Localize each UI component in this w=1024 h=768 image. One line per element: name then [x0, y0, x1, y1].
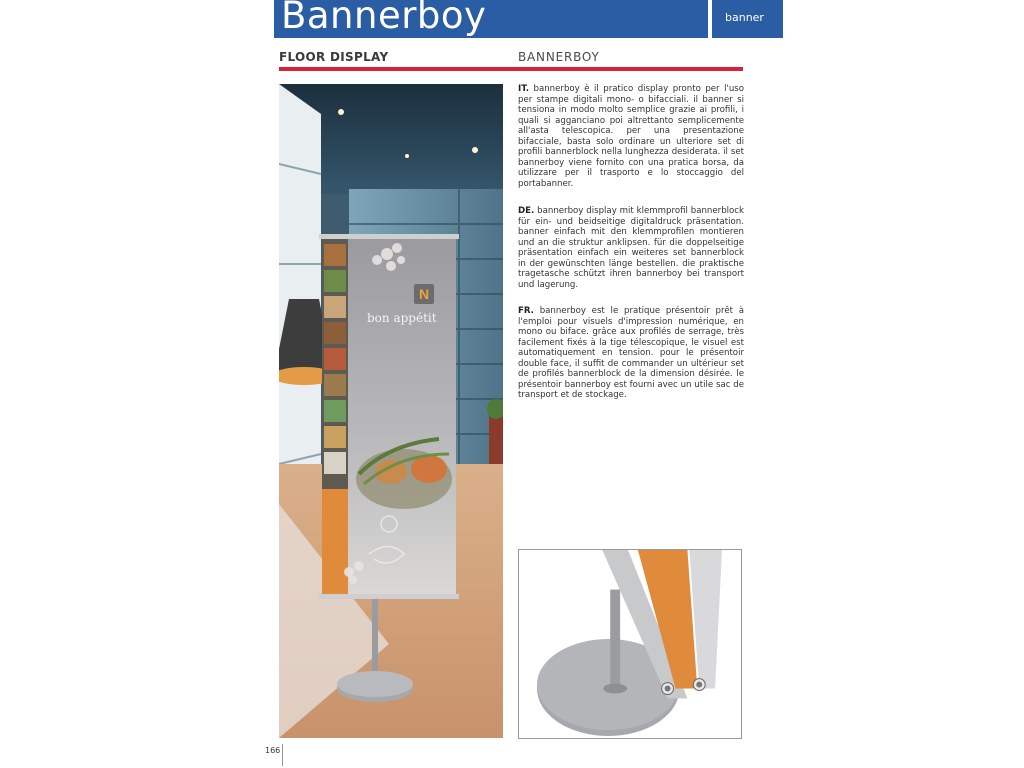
banner-food-thumbs [324, 244, 346, 474]
page-number: 166 [265, 746, 281, 755]
description-german [518, 206, 744, 290]
header-left-strip [240, 0, 274, 38]
detail-pole [610, 590, 620, 689]
description-italian-text: bannerboy è il pratico display pronto per l'uso per stampe digitali mono- o bifacciali. il banner si tensiona in modo molto semplice grazie ai profili, i quali si agganciano poi altrettanto semplicemente all'asta telescopica. per una presentazione bifacciale, basta solo ordinare un ulteriore set di profili bannerblock nella lunghezza desiderata. il set bannerboy viene fornito con una pratica borsa, da utilizzare per il trasporto e lo stoccaggio del portabanner. [518, 84, 745, 189]
description-italian [518, 84, 744, 189]
description-french-text: bannerboy est le pratique présentoir prêt à l'emploi pour visuels d'impression numérique, en mono ou biface. grâce aux profilés de serrage, très facilement fixés à la tige télescopique, le visuel est automatiquement en tension. pour le présentoir double face, il suffit de commander un ultérieur set de profilés bannerblock de la dimension désirée. le présentoir bannerboy est fourni avec un utile sac de transport et de stockage. [518, 306, 745, 400]
banner-logo-mark: N [418, 286, 430, 302]
description-french [518, 306, 744, 401]
banner-top-rail [319, 234, 459, 239]
product-photo-main [279, 84, 503, 738]
lang-label-de: DE. [518, 206, 535, 216]
banner-caption: bon appétit [367, 311, 437, 325]
lang-label-fr: FR. [518, 306, 534, 316]
base-detail-illustration [519, 550, 741, 738]
section-divider [279, 67, 743, 71]
banner-bottom-rail [319, 594, 459, 599]
footer-divider [282, 744, 283, 766]
description-german-text: bannerboy display mit klemmprofil bannerblock für ein- und beidseitige digitaldruck präsentation. banner einfach mit den klemmprofilen montieren und an die struktur anklipsen. für die doppelseitige präsentation einfach ein weiteres set bannerblock in der gewünschten länge bestellen. die praktische tragetasche schützt ihren bannerboy bei transport und lagerung. [518, 206, 744, 290]
lang-label-it: IT. [518, 84, 530, 94]
category-tab-label: banner [725, 11, 764, 24]
product-photo-detail [518, 549, 742, 739]
banner-orange-strip [322, 489, 348, 594]
section-title-product: BANNERBOY [518, 50, 600, 64]
stand-pole [372, 599, 378, 677]
page-title: Bannerboy [281, 0, 487, 37]
section-title-floor-display: FLOOR DISPLAY [279, 50, 389, 64]
